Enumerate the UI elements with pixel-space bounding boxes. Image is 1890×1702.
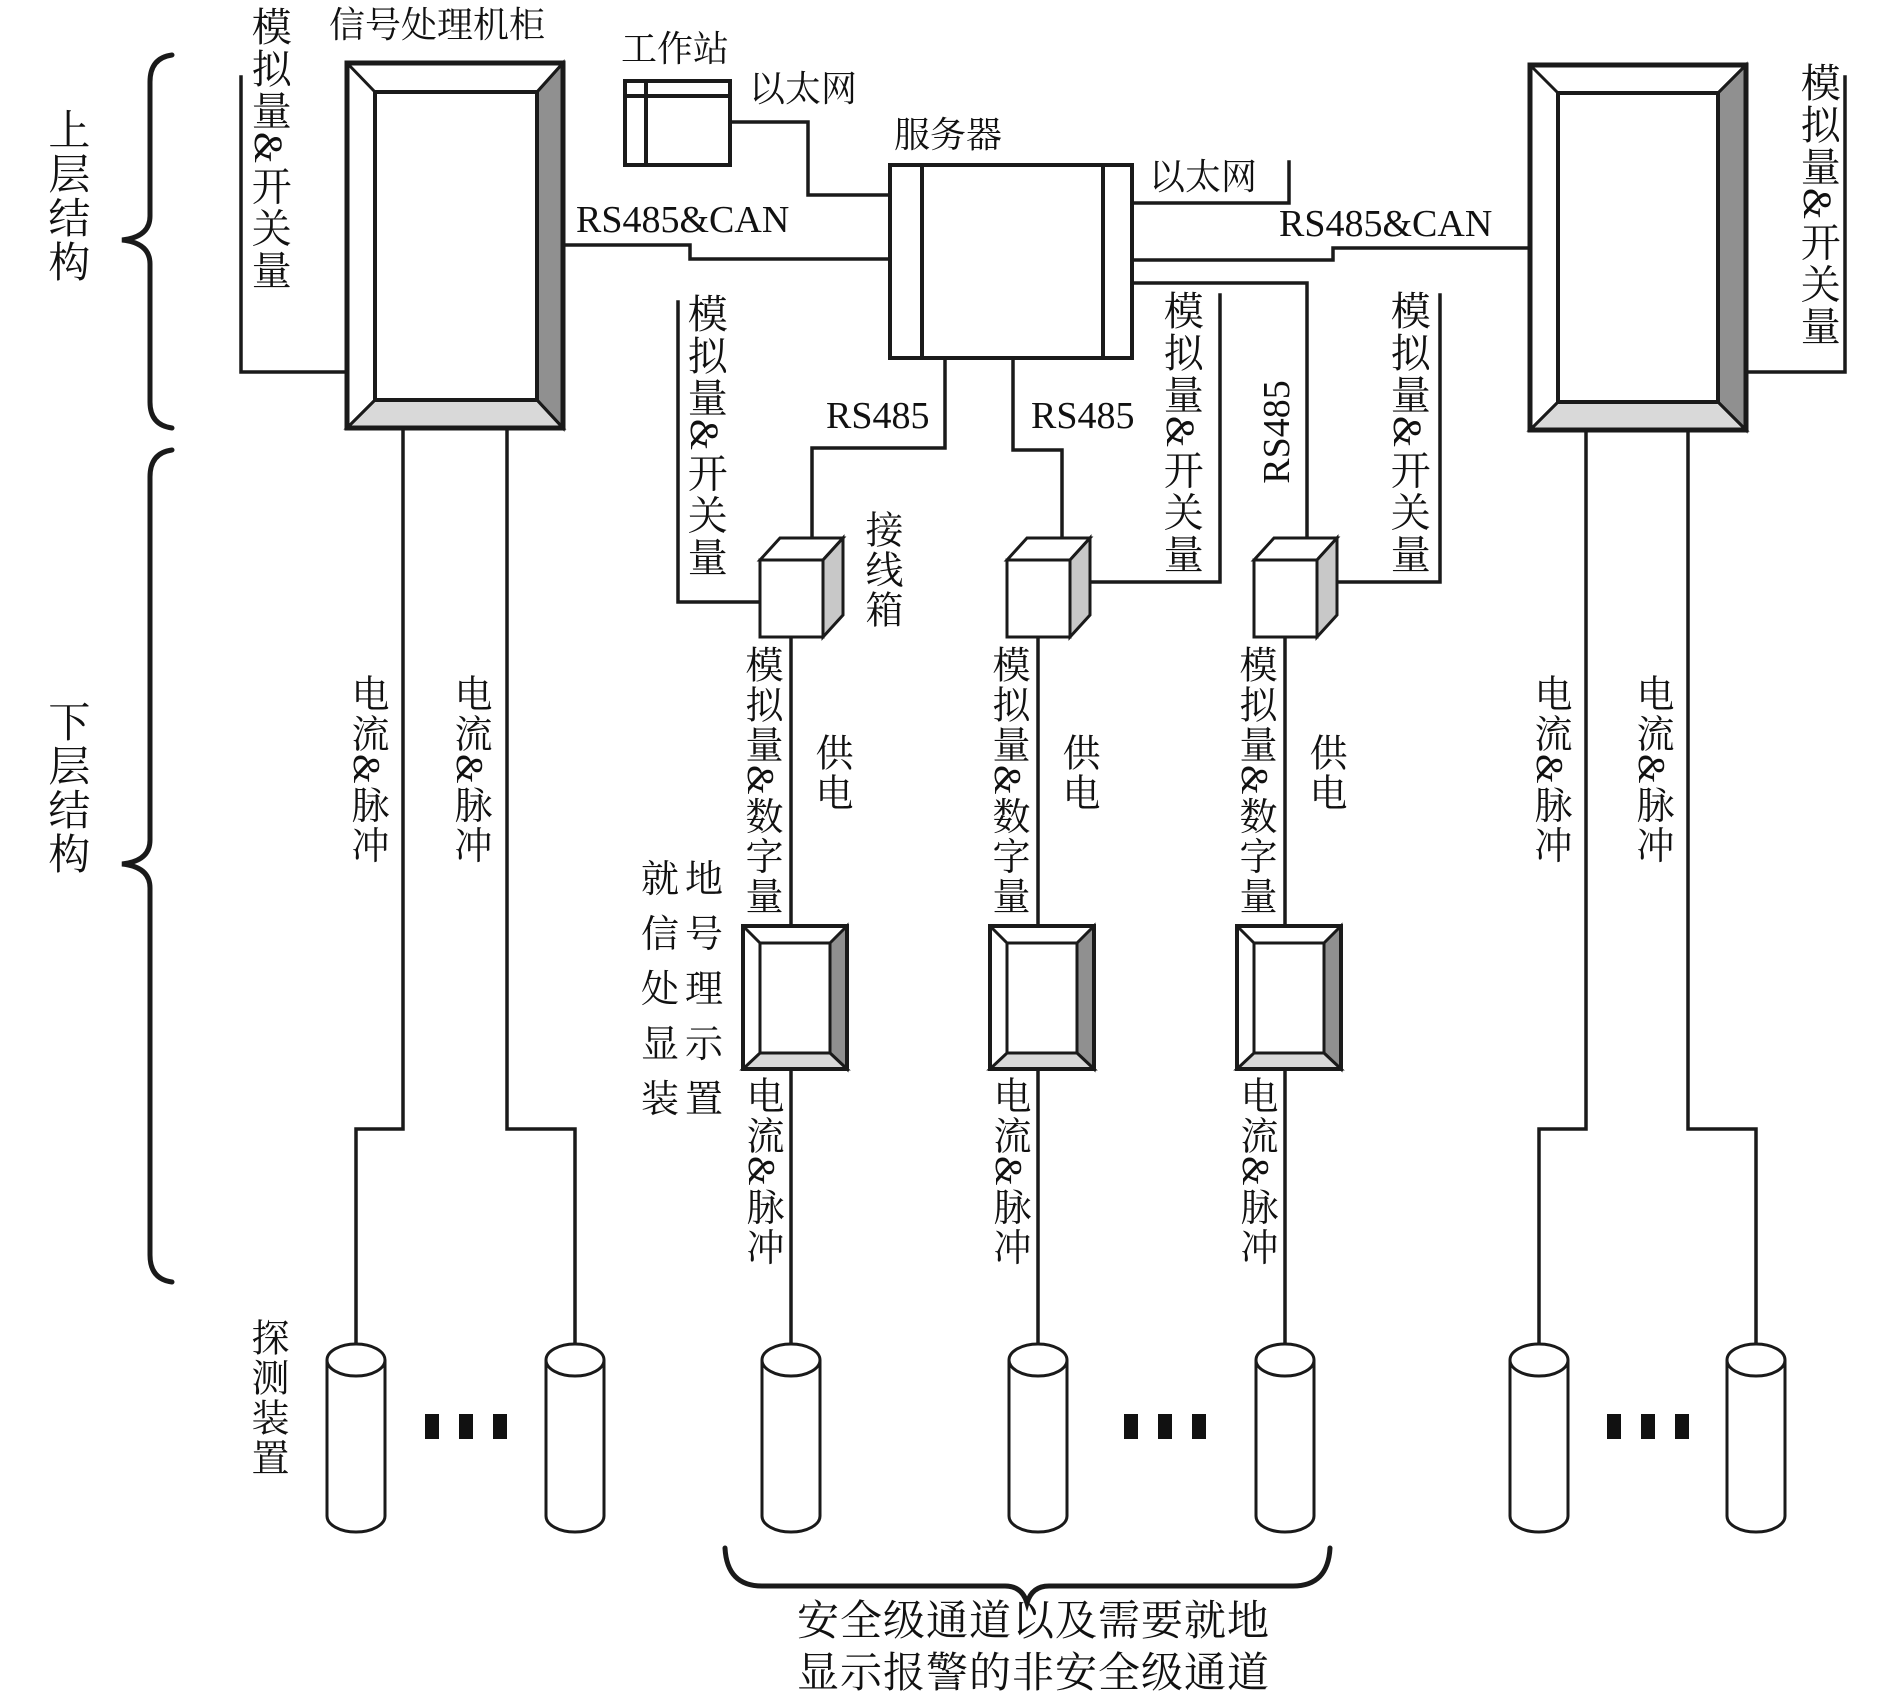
ethernet-left-label: 以太网 bbox=[749, 69, 858, 109]
local-display-label-row1: 就地 bbox=[641, 859, 730, 901]
analog-digital-label-2: 模拟量&数字量 bbox=[986, 645, 1029, 917]
current-pulse-label-2: 电流&脉冲 bbox=[448, 674, 491, 866]
analog-digital-label-1: 模拟量&数字量 bbox=[739, 645, 782, 917]
detector-cylinder-2 bbox=[546, 1344, 604, 1532]
ellipsis-dots-right bbox=[1607, 1414, 1689, 1439]
current-pulse-line-1 bbox=[356, 428, 403, 1344]
current-pulse-label-4: 电流&脉冲 bbox=[987, 1076, 1030, 1268]
analog-switch-label-5: 模拟量&开关量 bbox=[1795, 62, 1841, 348]
rs485can-line-left bbox=[563, 245, 890, 259]
current-pulse-line-2 bbox=[507, 428, 575, 1344]
signal-cabinet-right bbox=[1530, 65, 1746, 430]
local-display-device-2 bbox=[990, 926, 1094, 1069]
server-label: 服务器 bbox=[894, 115, 1003, 155]
local-display-label-row2: 信号 bbox=[641, 914, 730, 956]
rs485can-left-label: RS485&CAN bbox=[576, 199, 790, 241]
ethernet-line-left bbox=[730, 122, 890, 195]
server-box bbox=[890, 165, 1132, 358]
analog-switch-label-3: 模拟量&开关量 bbox=[1158, 290, 1204, 576]
local-display-label-row3: 处理 bbox=[641, 969, 730, 1011]
workstation-label: 工作站 bbox=[621, 29, 730, 69]
junction-box-label: 接线箱 bbox=[859, 510, 902, 630]
detector-cylinder-7 bbox=[1727, 1344, 1785, 1532]
workstation-box bbox=[625, 81, 730, 165]
current-pulse-label-3: 电流&脉冲 bbox=[740, 1076, 783, 1268]
detector-cylinders bbox=[327, 1344, 1785, 1532]
current-pulse-label-1: 电流&脉冲 bbox=[345, 674, 388, 866]
detector-cylinder-3 bbox=[762, 1344, 820, 1532]
ethernet-right-label: 以太网 bbox=[1149, 157, 1258, 197]
rs485can-line-right bbox=[1132, 248, 1530, 260]
detector-cylinder-1 bbox=[327, 1344, 385, 1532]
rs485-line-2 bbox=[1013, 358, 1062, 552]
rs485-label-1: RS485 bbox=[826, 395, 930, 437]
lower-section-brace bbox=[122, 450, 172, 1282]
rs485-label-2: RS485 bbox=[1031, 395, 1135, 437]
current-pulse-label-5: 电流&脉冲 bbox=[1234, 1076, 1277, 1268]
current-pulse-line-6 bbox=[1539, 430, 1586, 1344]
rs485can-right-label: RS485&CAN bbox=[1279, 203, 1493, 245]
ellipsis-dots-left bbox=[425, 1414, 507, 1439]
detector-cylinder-4 bbox=[1009, 1344, 1067, 1532]
lower-section-label: 下层结构 bbox=[42, 700, 89, 876]
junction-box-3 bbox=[1254, 538, 1337, 637]
analog-switch-label-1: 模拟量&开关量 bbox=[246, 6, 292, 292]
current-pulse-line-7 bbox=[1688, 430, 1756, 1344]
local-display-device-1 bbox=[743, 926, 847, 1069]
local-display-label-row5: 装置 bbox=[641, 1079, 730, 1121]
rs485-label-3: RS485 bbox=[1256, 380, 1298, 484]
detector-cylinder-5 bbox=[1256, 1344, 1314, 1532]
current-pulse-label-6: 电流&脉冲 bbox=[1528, 674, 1571, 866]
power-label-2: 供电 bbox=[1056, 733, 1099, 813]
local-display-device-3 bbox=[1237, 926, 1341, 1069]
bottom-caption-brace bbox=[725, 1548, 1330, 1603]
bottom-caption-line2: 显示报警的非安全级通道 bbox=[797, 1651, 1271, 1697]
signal-cabinet-left bbox=[347, 63, 563, 428]
analog-switch-label-4: 模拟量&开关量 bbox=[1385, 290, 1431, 576]
current-pulse-label-7: 电流&脉冲 bbox=[1630, 674, 1673, 866]
cabinet-left-title: 信号处理机柜 bbox=[329, 5, 546, 45]
ellipsis-dots-middle bbox=[1124, 1414, 1206, 1439]
power-label-3: 供电 bbox=[1303, 733, 1346, 813]
power-label-1: 供电 bbox=[809, 733, 852, 813]
junction-box-2 bbox=[1007, 538, 1090, 637]
upper-section-label: 上层结构 bbox=[42, 108, 89, 284]
local-display-label-row4: 显示 bbox=[641, 1024, 730, 1066]
junction-box-1 bbox=[760, 538, 843, 637]
detector-cylinder-6 bbox=[1510, 1344, 1568, 1532]
bottom-caption-line1: 安全级通道以及需要就地 bbox=[797, 1599, 1271, 1645]
analog-digital-label-3: 模拟量&数字量 bbox=[1233, 645, 1276, 917]
upper-section-brace bbox=[122, 55, 172, 428]
analog-switch-label-2: 模拟量&开关量 bbox=[682, 293, 728, 579]
detector-label: 探测装置 bbox=[245, 1318, 288, 1478]
